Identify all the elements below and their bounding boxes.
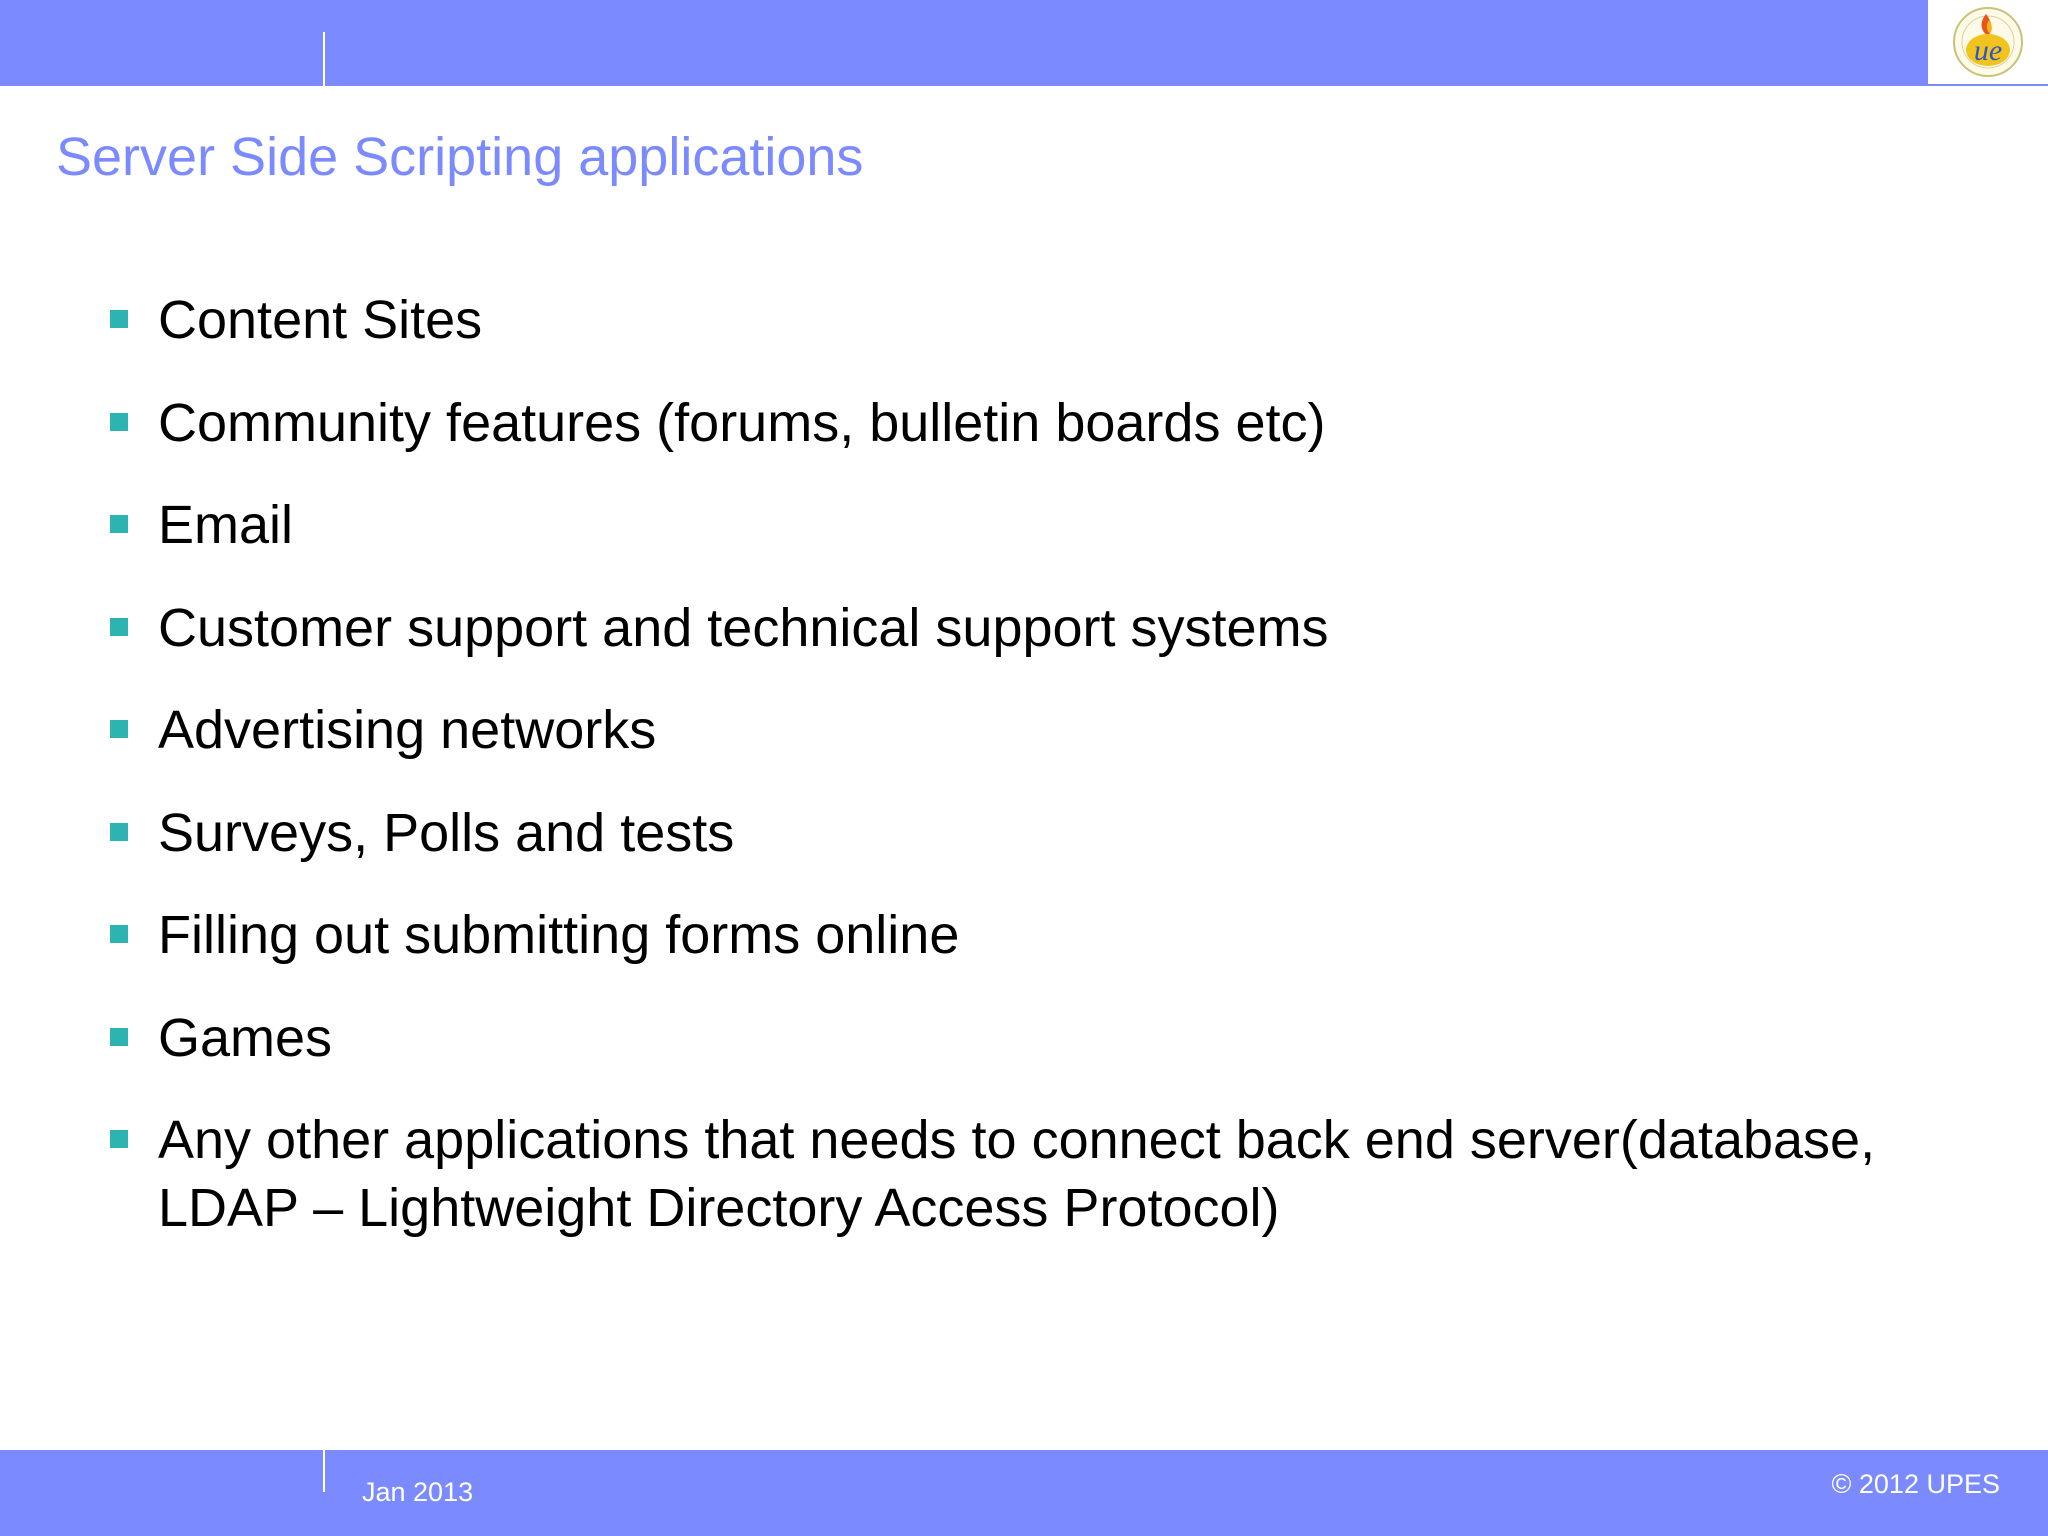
- list-item: [110, 389, 1990, 457]
- square-bullet-icon: [110, 925, 128, 943]
- list-item-text: Email: [158, 495, 294, 555]
- footer-date: Jan 2013: [362, 1477, 474, 1507]
- list-item-text: Content Sites: [158, 290, 483, 350]
- list-item-text: Customer support and technical support systems: [158, 597, 1329, 658]
- upes-logo-icon: [1942, 4, 2034, 80]
- logo-text: ue: [1973, 34, 2003, 67]
- square-bullet-icon: [110, 310, 128, 328]
- list-item: [110, 799, 1990, 867]
- list-item: [110, 696, 1990, 764]
- square-bullet-icon: [110, 823, 128, 841]
- logo: [1928, 0, 2048, 84]
- square-bullet-icon: [110, 1028, 128, 1046]
- list-item-text: Any other applications that needs to connect back end server(database, LDAP – Lightweight Directory Access Protocol): [158, 1110, 1876, 1238]
- list-item: [110, 491, 1990, 559]
- list-item: [110, 286, 1990, 354]
- square-bullet-icon: [110, 720, 128, 738]
- square-bullet-icon: [110, 413, 128, 431]
- list-item: [110, 901, 1990, 969]
- header-divider: [323, 32, 325, 86]
- list-item-text: Advertising networks: [158, 700, 657, 760]
- list-item: [110, 1106, 1990, 1242]
- list-item-text: Filling out submitting forms online: [158, 905, 960, 965]
- square-bullet-icon: [110, 618, 128, 636]
- footer-bar: [0, 1450, 2048, 1536]
- footer-divider: [323, 1450, 325, 1492]
- list-item-text: Games: [158, 1007, 333, 1068]
- footer-copyright: © 2012 UPES: [1831, 1469, 2000, 1499]
- list-item-text: Surveys, Polls and tests: [158, 802, 735, 863]
- square-bullet-icon: [110, 515, 128, 533]
- square-bullet-icon: [110, 1130, 128, 1148]
- slide-title: Server Side Scripting applications: [56, 127, 864, 187]
- header-bar: [0, 0, 2048, 86]
- list-item: [110, 594, 1990, 662]
- list-item: [110, 1004, 1990, 1072]
- list-item-text: Community features (forums, bulletin boards etc): [158, 392, 1326, 453]
- bullet-list: [110, 286, 1990, 1277]
